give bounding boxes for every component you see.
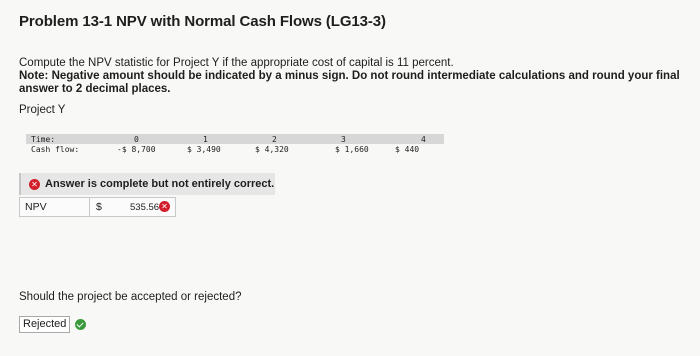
time-label: Time:: [31, 135, 56, 144]
decision-question: Should the project be accepted or rejected?: [19, 291, 242, 303]
currency-symbol: $: [96, 201, 102, 213]
feedback-text: Answer is complete but not entirely correct.: [45, 178, 275, 190]
decision-row: [19, 316, 86, 333]
npv-answer-table: [19, 197, 176, 217]
npv-label: NPV: [20, 198, 90, 216]
feedback-banner: [19, 173, 275, 195]
cash-flow-label: Cash flow:: [31, 145, 80, 154]
time-row: [26, 134, 444, 144]
page-title: Problem 13-1 NPV with Normal Cash Flows (LG13-3): [19, 13, 386, 30]
cash-flow-cell: $ 4,320: [255, 145, 289, 154]
npv-input[interactable]: 535.56: [130, 202, 160, 213]
cash-flow-row: [26, 144, 444, 154]
incorrect-icon: ✕: [159, 201, 170, 212]
period-cell: 4: [421, 135, 426, 144]
period-cell: 0: [134, 135, 139, 144]
decision-dropdown[interactable]: Rejected: [19, 316, 70, 333]
period-cell: 1: [203, 135, 208, 144]
period-cell: 3: [341, 135, 346, 144]
cash-flow-cell: $ 3,490: [187, 145, 221, 154]
instruction-text: Compute the NPV statistic for Project Y if the appropriate cost of capital is 11 percent.: [19, 57, 454, 69]
cash-flow-table: [26, 134, 444, 154]
problem-prompt: [19, 57, 689, 96]
x-circle-icon: ✕: [29, 179, 40, 190]
cash-flow-cell: $ 440: [395, 145, 420, 154]
period-cell: 2: [272, 135, 277, 144]
rounding-note: Note: Negative amount should be indicated by a minus sign. Do not round intermediate calculations and round your final answer to 2 decimal places.: [19, 70, 680, 95]
project-label: Project Y: [19, 104, 66, 116]
check-circle-icon: [75, 319, 86, 330]
cash-flow-cell: -$ 8,700: [117, 145, 156, 154]
cash-flow-cell: $ 1,660: [335, 145, 369, 154]
